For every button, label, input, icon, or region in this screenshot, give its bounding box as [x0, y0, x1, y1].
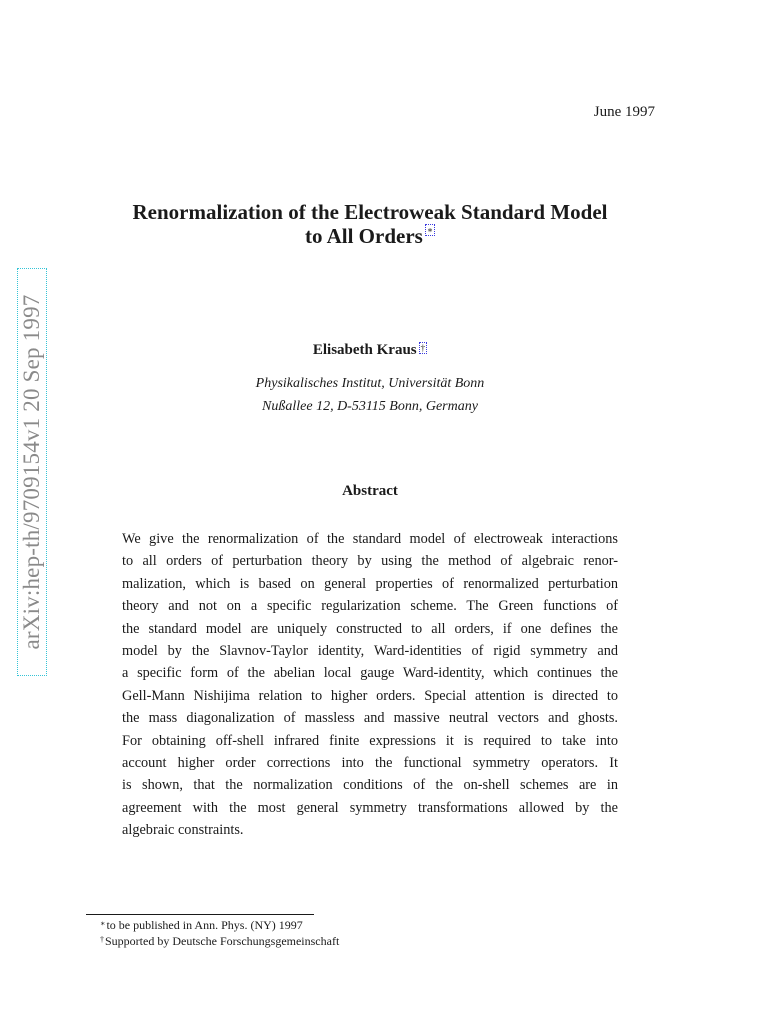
paper-title: [70, 200, 670, 248]
abstract-line: algebraic constraints.: [122, 822, 244, 839]
affiliation-line-2: Nußallee 12, D-53115 Bonn, Germany: [262, 399, 478, 414]
abstract-line: the standard model are uniquely constructed to all orders, if one defines the: [122, 620, 618, 637]
arxiv-identifier-text: arXiv:hep-th/9709154v1 20 Sep 1997: [19, 294, 44, 650]
abstract-line: a specific form of the abelian local gauge Ward-identity, which continues the: [122, 665, 618, 682]
footnote-1-text: to be published in Ann. Phys. (NY) 1997: [106, 918, 303, 932]
abstract-line: malization, which is based on general properties of renormalized perturbation: [122, 575, 618, 592]
abstract-body: [122, 528, 618, 842]
footnote-2: [100, 934, 339, 949]
affiliation-line-1: Physikalisches Institut, Universität Bonn: [255, 376, 485, 391]
author-footnote-link[interactable]: †: [420, 343, 426, 353]
abstract-heading: Abstract: [342, 483, 398, 499]
abstract-line: theory and not on a specific regularization scheme. The Green functions of: [122, 598, 618, 615]
abstract-line: model by the Slavnov-Taylor identity, Ward-identities of rigid symmetry and: [122, 643, 618, 660]
abstract-line: is shown, that the normalization conditions of the on-shell schemes are in: [122, 777, 618, 794]
abstract-line: For obtaining off-shell infrared finite expressions it is required to take into: [122, 732, 618, 749]
publication-date: June 1997: [593, 104, 655, 120]
footnote-1-mark: ∗: [100, 919, 106, 928]
author-line: [70, 342, 670, 359]
footnote-2-text: Supported by Deutsche Forschungsgemeinschaft: [105, 934, 340, 948]
title-line-2-text: to All Orders: [305, 224, 423, 248]
author-name: Elisabeth Kraus: [312, 342, 417, 358]
title-line-2: [70, 224, 670, 248]
abstract-line: agreement with the most general symmetry transformations allowed by the: [122, 799, 618, 816]
abstract-line: account higher order corrections into the functional symmetry operators. It: [122, 755, 618, 772]
footnote-2-mark: †: [100, 935, 104, 944]
title-footnote-link[interactable]: ∗: [426, 225, 433, 235]
arxiv-identifier-link[interactable]: [17, 268, 47, 676]
footnote-1: [100, 918, 303, 933]
footnote-divider: [86, 914, 314, 915]
title-line-1: Renormalization of the Electroweak Standard Model: [132, 200, 608, 224]
abstract-line: Gell-Mann Nishijima relation to higher orders. Special attention is directed to: [122, 687, 618, 704]
abstract-line: the mass diagonalization of massless and massive neutral vectors and ghosts.: [122, 710, 618, 727]
abstract-line: We give the renormalization of the standard model of electroweak interactions: [122, 531, 618, 547]
abstract-line: to all orders of perturbation theory by using the method of algebraic renor-: [122, 553, 618, 570]
